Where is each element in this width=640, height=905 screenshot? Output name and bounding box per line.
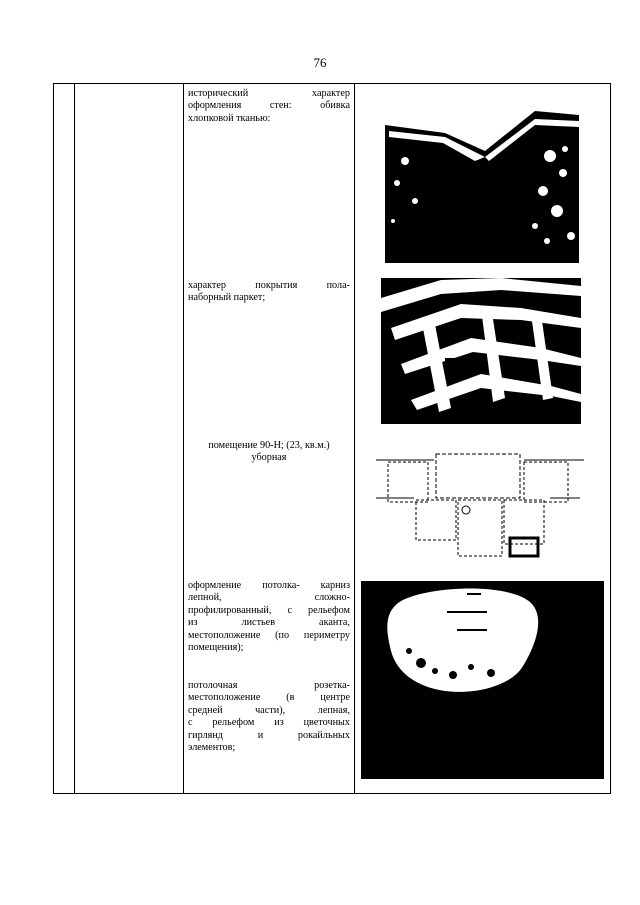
walls-photo-image bbox=[385, 101, 579, 263]
page-number: 76 bbox=[313, 55, 327, 70]
text-line: характер покрытия пола- bbox=[188, 280, 350, 291]
text-line: оформление потолка- карниз bbox=[188, 580, 350, 591]
text-line: лепной, сложно- bbox=[188, 592, 350, 604]
walls-description bbox=[188, 88, 350, 125]
ceiling-rosette-photo bbox=[361, 581, 604, 779]
text-line: местоположение (в центре bbox=[188, 692, 350, 704]
floor-plan-drawing bbox=[374, 452, 586, 564]
description-table bbox=[53, 83, 611, 794]
cornice-description bbox=[188, 580, 350, 654]
text-line: исторический характер bbox=[188, 88, 350, 99]
column-divider bbox=[74, 84, 75, 793]
text-line: уборная bbox=[251, 452, 287, 464]
floor-plan bbox=[374, 452, 586, 564]
parquet-photo-image bbox=[381, 278, 581, 424]
text-line: профилированный, с рельефом bbox=[188, 604, 350, 616]
text-line: гирлянд и рокайльных bbox=[188, 729, 350, 741]
ceiling-rosette-image bbox=[361, 581, 604, 779]
text-line: помещения); bbox=[188, 642, 244, 654]
text-line: наборный паркет; bbox=[188, 292, 266, 304]
floor-description bbox=[188, 280, 350, 305]
text-line: помещение 90-Н; (23, кв.м.) bbox=[208, 440, 330, 451]
text-line: из листьев аканта, bbox=[188, 617, 350, 629]
text-line: хлопковой тканью: bbox=[188, 112, 271, 124]
rosette-description bbox=[188, 680, 350, 754]
text-line: с рельефом из цветочных bbox=[188, 717, 350, 729]
text-line: средней части), лепная, bbox=[188, 704, 350, 716]
text-line: местоположение (по периметру bbox=[188, 629, 350, 641]
parquet-photo bbox=[381, 278, 581, 424]
column-divider bbox=[354, 84, 355, 793]
text-line: оформления стен: обивка bbox=[188, 100, 350, 112]
text-line: потолочная розетка- bbox=[188, 680, 350, 691]
column-divider bbox=[183, 84, 184, 793]
room-description bbox=[188, 440, 350, 465]
text-line: элементов; bbox=[188, 742, 236, 754]
walls-photo bbox=[385, 101, 579, 263]
